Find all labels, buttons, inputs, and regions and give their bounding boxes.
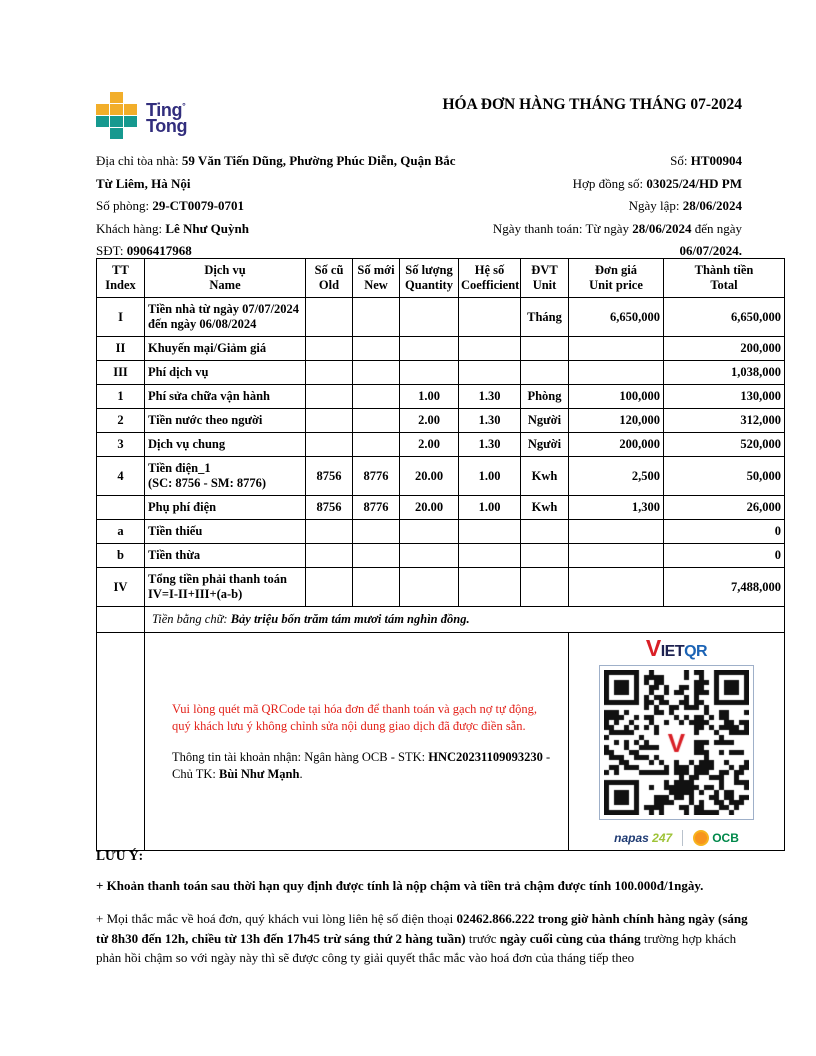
cell-new: 8776 — [353, 496, 400, 520]
cell-old — [306, 385, 353, 409]
invoice-meta — [474, 150, 742, 263]
cell-unit — [521, 568, 569, 607]
cell-index: 3 — [97, 433, 145, 457]
amount-in-words-cell: Tiền bằng chữ: Bảy triệu bốn trăm tám mươi tám nghìn đồng. — [145, 607, 785, 633]
cell-quantity: 20.00 — [400, 496, 459, 520]
cell-new — [353, 520, 400, 544]
cell-new — [353, 409, 400, 433]
cell-old — [306, 568, 353, 607]
cell-new — [353, 337, 400, 361]
table-row — [97, 496, 785, 520]
cell-unit: Người — [521, 433, 569, 457]
notes-section — [96, 848, 751, 968]
cell-unit: Tháng — [521, 298, 569, 337]
cell-unit: Phòng — [521, 385, 569, 409]
cell-unit: Kwh — [521, 457, 569, 496]
cell-unit-price — [569, 361, 664, 385]
cell-total: 520,000 — [664, 433, 785, 457]
qr-code — [599, 665, 754, 820]
cell-quantity: 2.00 — [400, 433, 459, 457]
cell-coefficient — [459, 568, 521, 607]
table-row — [97, 385, 785, 409]
cell-quantity — [400, 568, 459, 607]
cell-total: 0 — [664, 544, 785, 568]
cell-unit: Người — [521, 409, 569, 433]
cell-name: Tổng tiền phải thanh toán IV=I-II+III+(a-b) — [145, 568, 306, 607]
bank-account-line: Thông tin tài khoản nhận: Ngân hàng OCB - STK: HNC20231109093230 - Chủ TK: Bùi Như Mạnh. — [172, 749, 551, 781]
cell-coefficient — [459, 337, 521, 361]
cell-unit — [521, 361, 569, 385]
cell-unit-price: 1,300 — [569, 496, 664, 520]
header-cell: Hệ số Coefficient — [459, 259, 521, 298]
cell-coefficient — [459, 520, 521, 544]
table-header-row — [97, 259, 785, 298]
cell-quantity: 20.00 — [400, 457, 459, 496]
header-cell: ĐVT Unit — [521, 259, 569, 298]
tingtong-logo — [96, 92, 187, 139]
qr-footer-logos — [571, 830, 782, 846]
cell-unit-price — [569, 544, 664, 568]
cell-name: Tiền nước theo người — [145, 409, 306, 433]
amount-in-words-row — [97, 607, 785, 633]
cell-index: 2 — [97, 409, 145, 433]
cell-new — [353, 298, 400, 337]
invoice-table-body — [97, 298, 785, 607]
info-line: Hợp đồng số: 03025/24/HD PM — [572, 175, 742, 191]
customer-info — [96, 150, 474, 263]
cell-index — [97, 607, 145, 633]
cell-index: II — [97, 337, 145, 361]
cell-coefficient: 1.00 — [459, 496, 521, 520]
cell-new — [353, 568, 400, 607]
header-cell: Đơn giá Unit price — [569, 259, 664, 298]
cell-name: Phí sửa chữa vận hành — [145, 385, 306, 409]
cell-old — [306, 544, 353, 568]
cell-quantity: 2.00 — [400, 409, 459, 433]
cell-new — [353, 385, 400, 409]
table-row — [97, 409, 785, 433]
cell-coefficient — [459, 544, 521, 568]
info-line: Số: HT00904 — [670, 153, 742, 168]
table-row — [97, 433, 785, 457]
cell-coefficient — [459, 298, 521, 337]
header-cell: Dịch vụ Name — [145, 259, 306, 298]
cell-unit-price: 2,500 — [569, 457, 664, 496]
cell-new — [353, 433, 400, 457]
cell-old: 8756 — [306, 457, 353, 496]
cell-quantity: 1.00 — [400, 385, 459, 409]
cell-unit-price — [569, 568, 664, 607]
table-row — [97, 544, 785, 568]
cell-coefficient: 1.30 — [459, 409, 521, 433]
cell-index — [97, 496, 145, 520]
amount-in-words-value: Bảy triệu bốn trăm tám mươi tám nghìn đồng. — [230, 612, 470, 626]
notes-title: LƯU Ý: — [96, 848, 144, 863]
cell-index: IV — [97, 568, 145, 607]
cell-total: 6,650,000 — [664, 298, 785, 337]
cell-unit-price: 200,000 — [569, 433, 664, 457]
cell-index: III — [97, 361, 145, 385]
table-row — [97, 337, 785, 361]
cell-unit-price: 120,000 — [569, 409, 664, 433]
table-row — [97, 457, 785, 496]
cell-index — [97, 633, 145, 851]
cell-quantity — [400, 337, 459, 361]
cell-old — [306, 298, 353, 337]
info-line: Ngày thanh toán: Từ ngày 28/06/2024 đến ngày 06/07/2024. — [492, 220, 742, 259]
cell-name: Phụ phí điện — [145, 496, 306, 520]
header-cell: Số mới New — [353, 259, 400, 298]
table-row — [97, 361, 785, 385]
cell-unit — [521, 544, 569, 568]
cell-name: Tiền thiếu — [145, 520, 306, 544]
cell-old — [306, 337, 353, 361]
contact-note: + Mọi thắc mắc về hoá đơn, quý khách vui lòng liên hệ số điện thoại 02462.866.222 trong giờ hành chính hàng ngày (sáng từ 8h30 đến 12h, chiều từ 13h đến 17h45 trừ sáng thứ 2 hàng tuần) trước ngày cuối cùng của tháng trường hợp khách phản hồi chậm so với ngày này thì sẽ được công ty giải quyết thắc mắc vào hoá đơn của tháng tiếp theo — [96, 911, 748, 965]
cell-unit: Kwh — [521, 496, 569, 520]
cell-total: 1,038,000 — [664, 361, 785, 385]
cell-name: Dịch vụ chung — [145, 433, 306, 457]
cell-name: Phí dịch vụ — [145, 361, 306, 385]
header-cell: TT Index — [97, 259, 145, 298]
cell-unit — [521, 337, 569, 361]
cell-quantity — [400, 298, 459, 337]
cell-index: 1 — [97, 385, 145, 409]
info-line: Ngày lập: 28/06/2024 — [628, 198, 742, 214]
header-cell: Số cũ Old — [306, 259, 353, 298]
cell-coefficient: 1.30 — [459, 433, 521, 457]
cell-total: 312,000 — [664, 409, 785, 433]
qr-row — [97, 633, 785, 851]
cell-quantity — [400, 544, 459, 568]
cell-new: 8776 — [353, 457, 400, 496]
header-cell: Số lượng Quantity — [400, 259, 459, 298]
cell-coefficient — [459, 361, 521, 385]
tingtong-logo-text: Ting° Tong — [146, 99, 188, 136]
cell-total: 200,000 — [664, 337, 785, 361]
cell-old — [306, 361, 353, 385]
info-line: SĐT: 0906417968 — [96, 243, 192, 259]
cell-unit-price — [569, 520, 664, 544]
vietqr-logo: VIETQR — [645, 635, 708, 661]
invoice-table — [96, 258, 785, 851]
cell-name: Tiền nhà từ ngày 07/07/2024 đến ngày 06/08/2024 — [145, 298, 306, 337]
divider — [682, 830, 683, 846]
cell-unit-price — [569, 337, 664, 361]
cell-name: Khuyến mại/Giảm giá — [145, 337, 306, 361]
cell-index: I — [97, 298, 145, 337]
cell-index: b — [97, 544, 145, 568]
tingtong-pixel-icon — [96, 92, 137, 139]
cell-old — [306, 433, 353, 457]
table-row — [97, 298, 785, 337]
cell-name: Tiền thừa — [145, 544, 306, 568]
info-line: Địa chỉ tòa nhà: 59 Văn Tiến Dũng, Phường Phúc Diễn, Quận Bắc Từ Liêm, Hà Nội — [96, 153, 456, 191]
cell-unit-price: 6,650,000 — [569, 298, 664, 337]
cell-coefficient: 1.00 — [459, 457, 521, 496]
cell-old: 8756 — [306, 496, 353, 520]
cell-unit-price: 100,000 — [569, 385, 664, 409]
cell-total: 130,000 — [664, 385, 785, 409]
cell-total: 0 — [664, 520, 785, 544]
qr-code-cell — [569, 633, 785, 851]
qr-code-canvas — [604, 670, 749, 815]
cell-index: a — [97, 520, 145, 544]
ocb-coin-icon — [693, 830, 709, 846]
cell-total: 50,000 — [664, 457, 785, 496]
table-row — [97, 520, 785, 544]
late-fee-note: + Khoản thanh toán sau thời hạn quy định được tính là nộp chậm và tiền trả chậm được tính 100.000đ/1ngày. — [96, 878, 704, 893]
info-line: Số phòng: 29-CT0079-0701 — [96, 198, 245, 214]
cell-index: 4 — [97, 457, 145, 496]
cell-old — [306, 409, 353, 433]
invoice-info — [96, 150, 742, 263]
cell-old — [306, 520, 353, 544]
napas-logo: napas 247 — [614, 831, 673, 845]
ocb-logo: OCB — [693, 830, 739, 846]
payment-instructions-cell — [145, 633, 569, 851]
cell-quantity — [400, 520, 459, 544]
cell-unit — [521, 520, 569, 544]
cell-total: 7,488,000 — [664, 568, 785, 607]
cell-quantity — [400, 361, 459, 385]
cell-name: Tiền điện_1 (SC: 8756 - SM: 8776) — [145, 457, 306, 496]
info-line: Khách hàng: Lê Như Quỳnh — [96, 220, 249, 236]
cell-new — [353, 544, 400, 568]
qr-payment-notice: Vui lòng quét mã QRCode tại hóa đơn để thanh toán và gạch nợ tự động, quý khách lưu ý không chỉnh sửa nội dung giao dịch đã được điền sẵn. — [172, 701, 538, 733]
cell-total: 26,000 — [664, 496, 785, 520]
invoice-title: HÓA ĐƠN HÀNG THÁNG THÁNG 07-2024 — [442, 96, 742, 113]
cell-coefficient: 1.30 — [459, 385, 521, 409]
table-row — [97, 568, 785, 607]
header-cell: Thành tiền Total — [664, 259, 785, 298]
cell-new — [353, 361, 400, 385]
